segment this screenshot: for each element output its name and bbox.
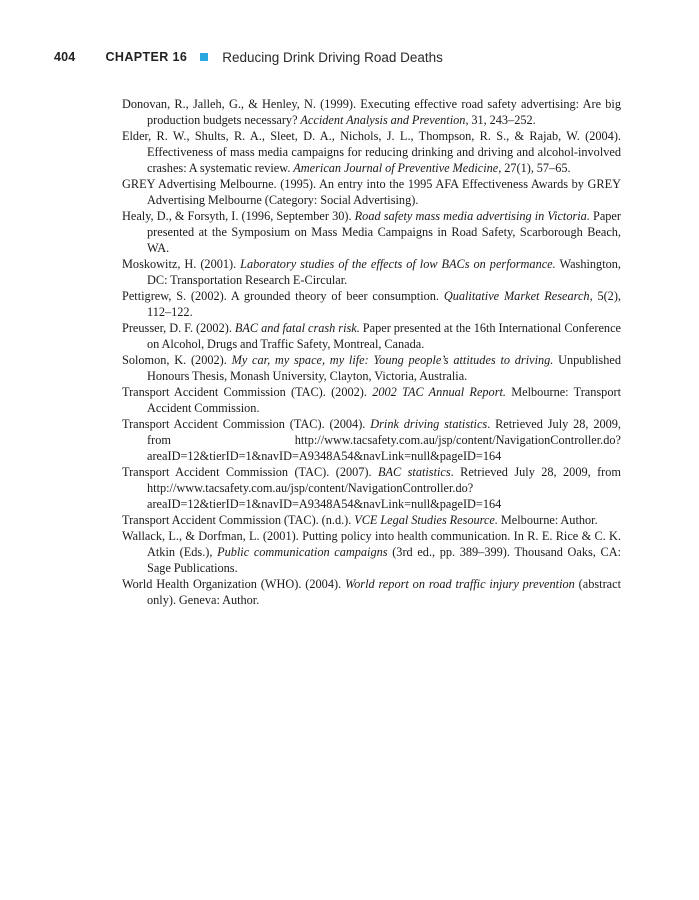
reference-source: 2002 TAC Annual Report.	[372, 385, 506, 399]
reference-source: BAC and fatal crash risk.	[234, 321, 360, 335]
reference-details: . Retrieved July 28, 2009, from http://www.tacsafety.com.au/jsp/content/NavigationController.do?areaID=12&tierID=1&navID=A9348A54&navLink=null&pageID=164	[147, 465, 621, 511]
reference-entry	[122, 512, 621, 528]
reference-source: Drink driving statistics	[370, 417, 488, 431]
reference-text: GREY Advertising Melbourne. (1995). An entry into the 1995 AFA Effectiveness Awards by GREY Advertising Melbourne (Category: Social Advertising).	[122, 177, 621, 207]
reference-text: Solomon, K. (2002).	[122, 353, 232, 367]
reference-details: Paper presented at the 16th International Conference on Alcohol, Drugs and Traffic Safety, Montreal, Canada.	[147, 321, 621, 351]
chapter-title: Reducing Drink Driving Road Deaths	[222, 49, 443, 65]
reference-entry	[122, 288, 621, 320]
reference-entry	[122, 176, 621, 208]
reference-entry	[122, 256, 621, 288]
reference-details: (3rd ed., pp. 389–399). Thousand Oaks, CA: Sage Publications.	[147, 545, 621, 575]
chapter-label: CHAPTER 16	[105, 50, 188, 64]
reference-source: World report on road traffic injury prevention	[345, 577, 575, 591]
reference-text: Elder, R. W., Shults, R. A., Sleet, D. A., Nichols, J. L., Thompson, R. S., & Rajab, W. (2004). Effectiveness of mass media campaigns for reducing drinking and driving and alcohol-involved crashes: A systematic review.	[122, 129, 621, 175]
reference-entry	[122, 464, 621, 512]
reference-text: Donovan, R., Jalleh, G., & Henley, N. (1999). Executing effective road safety advertising: Are big production budgets necessary?	[122, 97, 621, 127]
running-header	[54, 49, 443, 65]
reference-text: Wallack, L., & Dorfman, L. (2001). Putting policy into health communication. In R. E. Rice & C. K. Atkin (Eds.),	[122, 529, 621, 559]
reference-entry	[122, 96, 621, 128]
reference-details: Melbourne: Transport Accident Commission.	[147, 385, 621, 415]
reference-entry	[122, 384, 621, 416]
page-number: 404	[54, 50, 76, 64]
reference-source: Accident Analysis and Prevention	[300, 113, 466, 127]
reference-text: Preusser, D. F. (2002).	[122, 321, 235, 335]
reference-entry	[122, 352, 621, 384]
reference-details: (abstract only). Geneva: Author.	[147, 577, 621, 607]
reference-source: Road safety mass media advertising in Victoria.	[354, 209, 590, 223]
reference-source: My car, my space, my life: Young people’s attitudes to driving.	[231, 353, 554, 367]
reference-details: Melbourne: Author.	[497, 513, 598, 527]
reference-entry	[122, 128, 621, 176]
reference-details: Washington, DC: Transportation Research E-Circular.	[147, 257, 621, 287]
reference-source: American Journal of Preventive Medicine	[293, 161, 499, 175]
reference-text: Healy, D., & Forsyth, I. (1996, September 30).	[122, 209, 355, 223]
reference-text: Moskowitz, H. (2001).	[122, 257, 241, 271]
reference-details: , 27(1), 57–65.	[498, 161, 571, 175]
reference-entry	[122, 528, 621, 576]
reference-source: BAC statistics	[378, 465, 451, 479]
reference-source: Public communication campaigns	[217, 545, 388, 559]
reference-details: . Retrieved July 28, 2009, from http://www.tacsafety.com.au/jsp/content/NavigationController.do?areaID=12&tierID=1&navID=A9348A54&navLink=null&pageID=164	[147, 417, 621, 463]
reference-entry	[122, 208, 621, 256]
reference-entry	[122, 320, 621, 352]
reference-text: Transport Accident Commission (TAC). (2002).	[122, 385, 373, 399]
reference-entry	[122, 576, 621, 608]
reference-text: Transport Accident Commission (TAC). (2007).	[122, 465, 378, 479]
reference-details: , 5(2), 112–122.	[147, 289, 622, 319]
reference-text: Transport Accident Commission (TAC). (n.d.).	[122, 513, 355, 527]
reference-text: World Health Organization (WHO). (2004).	[122, 577, 346, 591]
reference-text: Pettigrew, S. (2002). A grounded theory of beer consumption.	[122, 289, 444, 303]
reference-source: VCE Legal Studies Resource.	[354, 513, 498, 527]
reference-list	[122, 96, 621, 608]
reference-text: Transport Accident Commission (TAC). (2004).	[122, 417, 371, 431]
reference-details: , 31, 243–252.	[465, 113, 536, 127]
reference-source: Laboratory studies of the effects of low BACs on performance.	[240, 257, 556, 271]
reference-details: Paper presented at the Symposium on Mass Media Campaigns in Road Safety, Scarborough Beach, WA.	[147, 209, 621, 255]
chapter-square-icon	[200, 53, 208, 61]
reference-source: Qualitative Market Research	[443, 289, 590, 303]
reference-entry	[122, 416, 621, 464]
reference-details: Unpublished Honours Thesis, Monash University, Clayton, Victoria, Australia.	[147, 353, 621, 383]
